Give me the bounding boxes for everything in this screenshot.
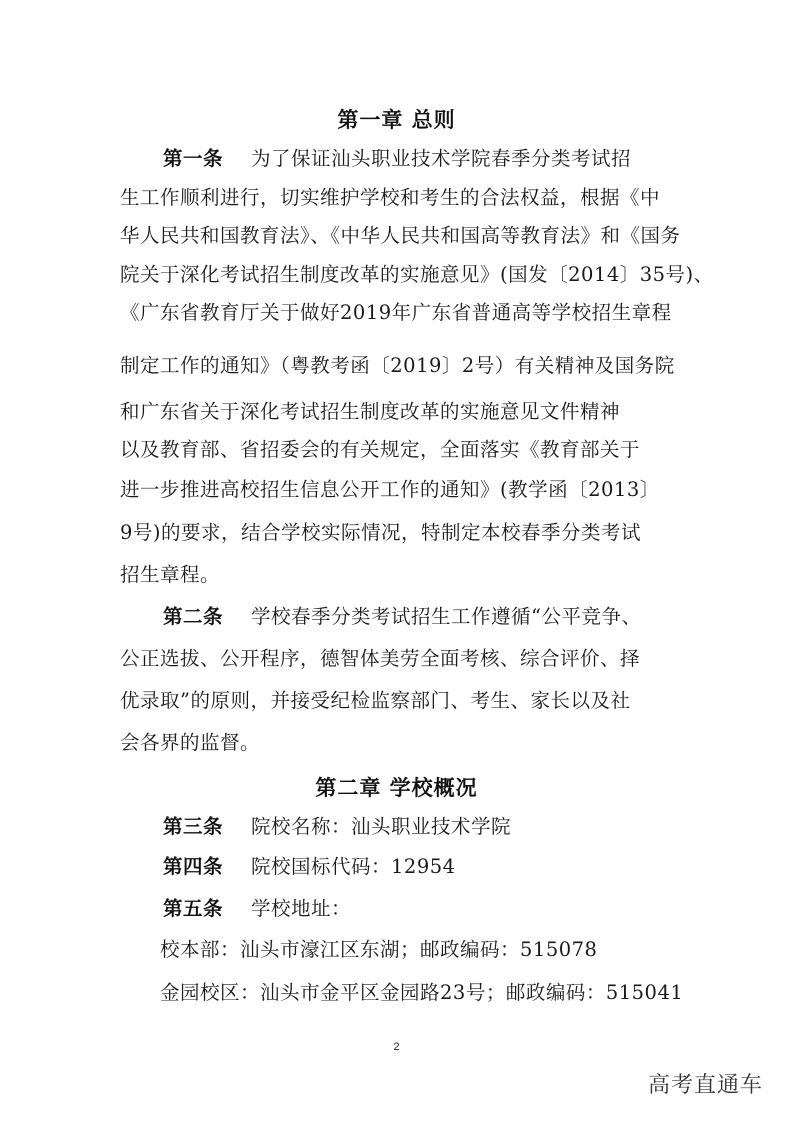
address-main-campus: 校本部：汕头市濠江区东湖；邮政编码：515078: [160, 938, 598, 961]
article-3-text: 院校名称：汕头职业技术学院: [251, 815, 512, 838]
article-2-line-2: 公正选拔、公开程序，德智体美劳全面考核、综合评价、择: [120, 647, 641, 670]
article-1-label: 第一条: [163, 147, 224, 170]
article-1-line-7: 和广东省关于深化考试招生制度改革的实施意见文件精神: [120, 400, 621, 423]
article-1-line-4: 院关于深化考试招生制度改革的实施意见》(国发〔2014〕35号)、: [120, 263, 714, 286]
article-4-label: 第四条: [163, 855, 224, 878]
article-1-line-5: 《广东省教育厅关于做好2019年广东省普通高等学校招生章程: [120, 301, 672, 324]
article-5-text: 学校地址：: [251, 897, 352, 920]
article-1-line-1: [163, 147, 631, 171]
article-1-line-10: 9号)的要求，结合学校实际情况，特制定本校春季分类考试: [120, 521, 642, 544]
article-1-line-3: 华人民共和国教育法》、《中华人民共和国高等教育法》和《国务: [120, 224, 681, 247]
article-1-line-9: 进一步推进高校招生信息公开工作的通知》(教学函〔2013〕: [120, 478, 660, 501]
article-1-text-1: 为了保证汕头职业技术学院春季分类考试招: [251, 147, 632, 170]
chapter-1-title: 第一章 总则: [337, 108, 456, 132]
article-2-line-1: [163, 605, 642, 629]
article-5-label: 第五条: [163, 897, 224, 920]
watermark-text: 高考直通车: [647, 1073, 763, 1098]
article-1-line-2: 生工作顺利进行，切实维护学校和考生的合法权益，根据《中: [120, 186, 661, 209]
address-jinyuan-campus: 金园校区：汕头市金平区金园路23号；邮政编码：515041: [160, 981, 684, 1004]
article-2-text-1: 学校春季分类考试招生工作遵循“公平竞争、: [251, 605, 642, 628]
article-2-line-4: 会各界的监督。: [120, 731, 261, 754]
article-4: [163, 855, 456, 879]
article-2-line-3: 优录取”的原则，并接受纪检监察部门、考生、家长以及社: [120, 689, 631, 712]
article-3-label: 第三条: [163, 815, 224, 838]
article-1-line-11: 招生章程。: [120, 563, 221, 586]
article-1-line-6: 制定工作的通知》（粤教考函〔2019〕2号）有关精神及国务院: [120, 354, 675, 377]
article-3: [163, 815, 511, 839]
article-1-line-8: 以及教育部、省招委会的有关规定，全面落实《教育部关于: [120, 438, 641, 461]
article-2-label: 第二条: [163, 605, 224, 628]
page-number: 2: [393, 1041, 400, 1053]
article-4-text: 院校国标代码：12954: [251, 855, 456, 878]
article-5: [163, 897, 351, 921]
chapter-2-title: 第二章 学校概况: [315, 776, 478, 800]
